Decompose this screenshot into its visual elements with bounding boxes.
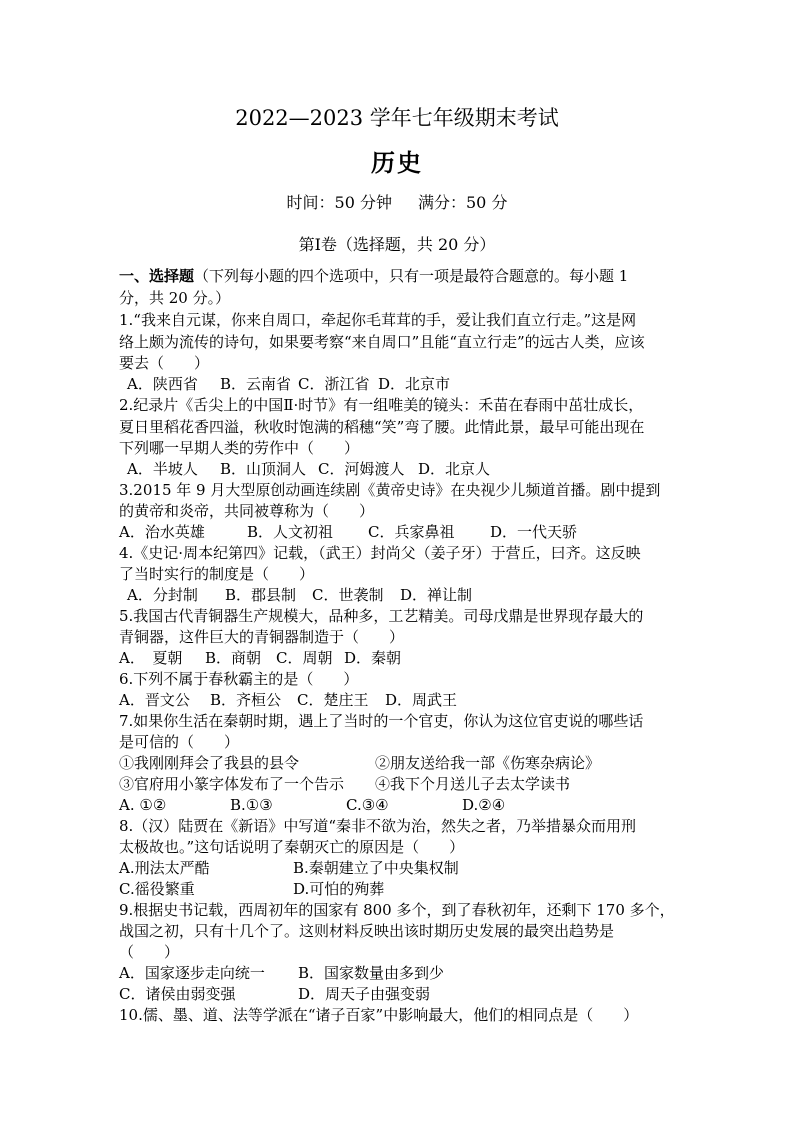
- q7-statement-1: ①我刚刚拜会了我县的县令: [119, 754, 300, 772]
- q1-option-b: B．云南省: [220, 375, 292, 393]
- question-1-line: 络上颇为流传的诗句，如果要考察“来自周口”且能“直立行走”的远古人类，应该: [119, 333, 645, 351]
- q3-option-a: A．治水英雄: [119, 523, 205, 541]
- q3-option-c: C．兵家鼻祖: [368, 523, 455, 541]
- question-1-line: 1.“我来自元谋，你来自周口，牵起你毛茸茸的手，爱让我们直立行走。”这是网: [119, 311, 637, 329]
- time-label: 时间：50 分钟: [286, 193, 392, 212]
- question-9-line: 9.根据史书记载，西周初年的国家有 800 多个，到了春秋初年，还剩下 170 多个，: [119, 901, 675, 919]
- q7-statement-2: ②朋友送给我一部《伤寒杂病论》: [375, 754, 601, 772]
- q3-option-b: B．人文初祖: [247, 523, 334, 541]
- q6-option-a: A．晋文公: [119, 691, 190, 709]
- q9-option-a: A．国家逐步走向统一: [119, 964, 265, 982]
- question-8-line: 8.（汉）陆贾在《新语》中写道“秦非不欲为治，然失之者，乃举措暴众而用刑: [119, 817, 636, 835]
- question-9-line: 战国之初，只有十几个了。这则材料反映出该时期历史发展的最突出趋势是: [119, 922, 615, 940]
- exam-title: 2022—2023 学年七年级期末考试: [235, 106, 559, 130]
- q4-option-c: C．世袭制: [312, 586, 384, 604]
- q5-option-b: B．商朝: [205, 649, 262, 667]
- q1-option-a: A．陕西省: [127, 375, 198, 393]
- q9-option-b: B．国家数量由多到少: [298, 964, 445, 982]
- q2-option-b: B．山顶洞人: [220, 460, 307, 478]
- q8-option-d: D.可怕的殉葬: [293, 880, 385, 898]
- q8-option-b: B.秦朝建立了中央集权制: [293, 859, 459, 877]
- q8-option-c: C.徭役繁重: [119, 880, 195, 898]
- q4-option-a: A．分封制: [127, 586, 198, 604]
- question-10-line: 10.儒、墨、道、法等学派在“诸子百家”中影响最大，他们的相同点是（ ）: [119, 1006, 639, 1024]
- q3-option-d: D．一代天骄: [490, 523, 578, 541]
- instructions-line-1: 一、选择题（下列每小题的四个选项中，只有一项是最符合题意的。每小题 1: [119, 267, 629, 285]
- question-5-line: 青铜器，这件巨大的青铜器制造于（ ）: [119, 628, 405, 646]
- q1-option-c: C．浙江省: [298, 375, 370, 393]
- q5-option-a: A． 夏朝: [119, 649, 183, 667]
- q2-option-d: D．北京人: [418, 460, 491, 478]
- question-2-line: 夏日里稻花香四溢，秋收时饱满的稻穗“笑”弯了腰。此情此景，最早可能出现在: [119, 418, 645, 436]
- q4-option-d: D．禅让制: [400, 586, 473, 604]
- question-4-line: 4.《史记·周本纪第四》记载，（武王）封尚父（姜子牙）于营丘，曰齐。这反映: [119, 544, 641, 562]
- question-6-line: 6.下列不属于春秋霸主的是（ ）: [119, 670, 359, 688]
- q5-option-d: D．秦朝: [344, 649, 402, 667]
- exam-meta: [0, 190, 794, 213]
- question-9-line: （ ）: [119, 943, 180, 961]
- instructions-lead: 一、选择题: [119, 267, 195, 285]
- q7-statement-4: ④我下个月送儿子去太学读书: [375, 775, 571, 793]
- q1-option-d: D．北京市: [378, 375, 451, 393]
- question-7-line: 是可信的（ ）: [119, 733, 240, 751]
- question-8-line: 太极故也。”这句话说明了秦朝灭亡的原因是（ ）: [119, 838, 465, 856]
- q2-option-c: C．河姆渡人: [318, 460, 405, 478]
- subject-title: 历史: [371, 148, 423, 177]
- q7-option-d: D.②④: [462, 796, 506, 814]
- question-1-line: 要去（ ）: [119, 354, 210, 372]
- q2-option-a: A．半坡人: [127, 460, 198, 478]
- q7-option-c: C.③④: [346, 796, 389, 814]
- q6-option-c: C．楚庄王: [297, 691, 369, 709]
- question-2-line: 2.纪录片《舌尖上的中国Ⅱ·时节》有一组唯美的镜头：禾苗在春雨中茁壮成长，: [119, 396, 644, 414]
- question-7-line: 7.如果你生活在秦朝时期，遇上了当时的一个官吏，你认为这位官吏说的哪些话: [119, 712, 644, 730]
- question-5-line: 5.我国古代青铜器生产规模大，品种多，工艺精美。司母戊鼎是世界现存最大的: [119, 607, 644, 625]
- score-label: 满分：50 分: [418, 193, 508, 212]
- instructions-line-2: 分，共 20 分。）: [119, 289, 231, 307]
- section-title: 第Ⅰ卷（选择题，共 20 分）: [298, 235, 496, 254]
- q4-option-b: B．郡县制: [225, 586, 297, 604]
- q7-statement-3: ③官府用小篆字体发布了一个告示: [119, 775, 345, 793]
- q5-option-c: C．周朝: [276, 649, 333, 667]
- question-3-line: 的黄帝和炎帝，共同被尊称为（ ）: [119, 502, 375, 520]
- question-2-line: 下列哪一早期人类的劳作中（ ）: [119, 439, 360, 457]
- q6-option-d: D．周武王: [385, 691, 458, 709]
- q9-option-c: C．诸侯由弱变强: [119, 985, 236, 1003]
- q7-option-b: B.①③: [230, 796, 273, 814]
- q7-option-a: A. ①②: [119, 796, 167, 814]
- q9-option-d: D．周天子由强变弱: [298, 985, 431, 1003]
- question-4-line: 了当时实行的制度是（ ）: [119, 565, 315, 583]
- q6-option-b: B．齐桓公: [210, 691, 282, 709]
- q8-option-a: A.刑法太严酷: [119, 859, 210, 877]
- question-3-line: 3.2015 年 9 月大型原创动画连续剧《黄帝史诗》在央视少儿频道首播。剧中提到: [119, 481, 661, 499]
